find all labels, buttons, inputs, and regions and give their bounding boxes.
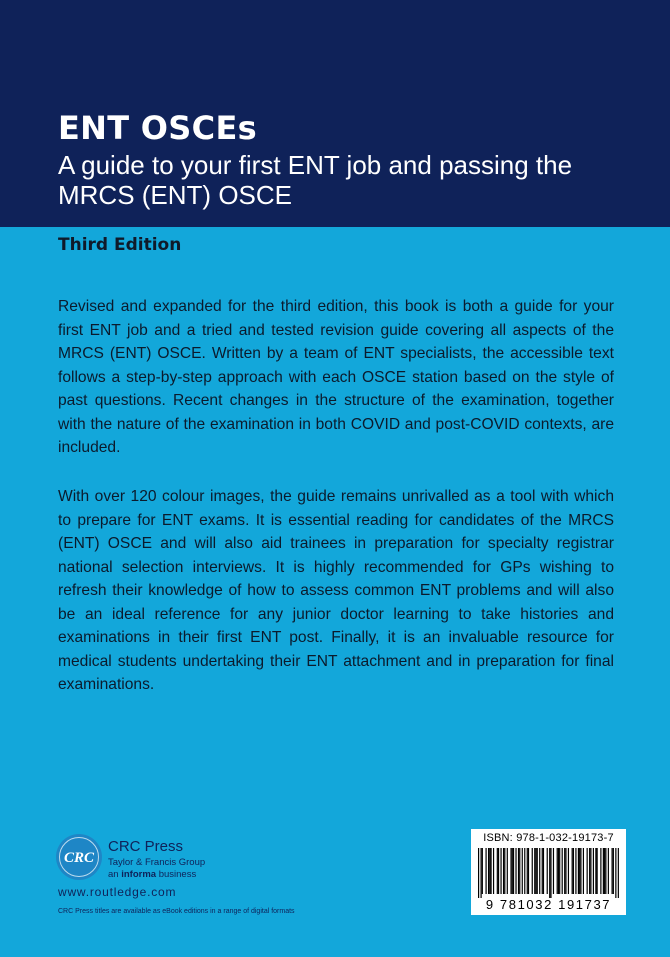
barcode-bar xyxy=(580,848,581,894)
barcode-bar xyxy=(524,848,525,894)
barcode-bar xyxy=(604,848,605,894)
barcode-bar xyxy=(503,848,504,894)
barcode-digits: 9 781032 191737 xyxy=(485,897,612,912)
logo-text: CRC xyxy=(63,850,95,866)
barcode-bar xyxy=(553,848,554,894)
barcode-bar xyxy=(573,848,574,894)
barcode-bar xyxy=(485,848,486,894)
barcode-bar xyxy=(613,848,614,894)
barcode-bar xyxy=(550,848,551,898)
barcode-bar xyxy=(562,848,563,894)
barcode-bar xyxy=(519,848,520,894)
barcode-bar xyxy=(493,848,494,894)
barcode-bar xyxy=(608,848,609,894)
barcode-bar xyxy=(542,848,543,894)
isbn-label: ISBN: 978-1-032-19173-7 xyxy=(483,832,614,844)
barcode-bar xyxy=(527,848,528,894)
barcode-bar xyxy=(549,848,550,898)
barcode-bar xyxy=(572,848,573,894)
barcode-bar xyxy=(481,848,482,898)
publisher-details xyxy=(108,857,205,881)
barcode-bar xyxy=(500,848,501,894)
book-title: ENT OSCEs xyxy=(58,109,257,147)
barcode-bar xyxy=(547,848,548,894)
publisher-url[interactable]: www.routledge.com xyxy=(58,885,177,899)
barcode-bar xyxy=(618,848,619,898)
barcode-bar xyxy=(568,848,569,894)
barcode-bar xyxy=(510,848,511,894)
barcode-bar xyxy=(535,848,536,894)
barcode-bar xyxy=(488,848,489,894)
barcode-bar xyxy=(603,848,604,894)
barcode-bar xyxy=(590,848,591,894)
barcode-bar xyxy=(615,848,616,898)
barcode-bar xyxy=(612,848,613,894)
barcode-bar xyxy=(522,848,523,894)
barcode-bar xyxy=(482,848,483,894)
barcode-bar xyxy=(595,848,596,894)
edition-label: Third Edition xyxy=(58,235,182,255)
barcode-bar xyxy=(478,848,479,898)
barcode-bar xyxy=(557,848,558,894)
barcode-bar xyxy=(575,848,576,894)
barcode-bar xyxy=(593,848,594,894)
publisher-name: CRC Press xyxy=(108,838,184,855)
title-band xyxy=(0,0,670,227)
barcode-bar xyxy=(587,848,588,894)
barcode-bar xyxy=(597,848,598,894)
barcode-bar xyxy=(600,848,601,894)
crc-press-logo xyxy=(55,833,103,881)
barcode-bar xyxy=(528,848,529,894)
barcode-bar xyxy=(589,848,590,894)
barcode-bar xyxy=(498,848,499,894)
ebook-footnote: CRC Press titles are available as eBook editions in a range of digital formats xyxy=(58,908,295,915)
barcode-bar xyxy=(605,848,606,894)
barcode-bar xyxy=(490,848,491,894)
barcode-bar xyxy=(504,848,505,894)
barcode-bar xyxy=(583,848,584,894)
barcode-bar xyxy=(543,848,544,894)
barcode-bar xyxy=(513,848,514,894)
barcode-bar xyxy=(507,848,508,894)
barcode-bar xyxy=(558,848,559,894)
barcode-bar xyxy=(537,848,538,894)
barcode-bar xyxy=(564,848,565,894)
barcode-bar xyxy=(565,848,566,894)
blurb-paragraph-2: With over 120 colour images, the guide remains unrivalled as a tool with which to prepare for ENT exams. It is essential reading for candidates of the MRCS (ENT) OSCE and will also aid trainees in preparation for specialty registrar national selection interviews. It is highly recommended for GPs wishing to refresh their knowledge of how to assess common ENT problems and will also be an ideal reference for any junior doctor learning to take histories and examinations in their first ENT post. Finally, it is an invaluable resource for medical students undertaking their ENT attachment and in preparation for final examinations. xyxy=(58,488,614,693)
publisher-business: an informa business xyxy=(108,869,197,880)
barcode-bar xyxy=(539,848,540,894)
barcode-bar xyxy=(497,848,498,894)
publisher-group: Taylor & Francis Group xyxy=(108,857,206,868)
barcode-bar xyxy=(489,848,490,894)
barcode-panel xyxy=(471,829,626,915)
barcode-bar xyxy=(534,848,535,894)
barcode-bar xyxy=(518,848,519,894)
barcode-bar xyxy=(512,848,513,894)
barcode-bar xyxy=(532,848,533,894)
blurb-paragraph-1: Revised and expanded for the third edition, this book is both a guide for your first ENT job and a tried and tested revision guide covering all aspects of the MRCS (ENT) OSCE. Written by a team of ENT specialists, the accessible text follows a step-by-step approach with each OSCE station based on the style of past questions. Recent changes in the structure of the examination, together with the nature of the examination in both COVID and post-COVID contexts, are included. xyxy=(58,298,614,456)
barcode-bar xyxy=(578,848,579,894)
barcode-bar xyxy=(579,848,580,894)
barcode-bar xyxy=(559,848,560,894)
book-subtitle: A guide to your first ENT job and passing the MRCS (ENT) OSCE xyxy=(58,150,573,210)
barcode-bar xyxy=(515,848,516,894)
barcode-bars xyxy=(478,848,619,898)
